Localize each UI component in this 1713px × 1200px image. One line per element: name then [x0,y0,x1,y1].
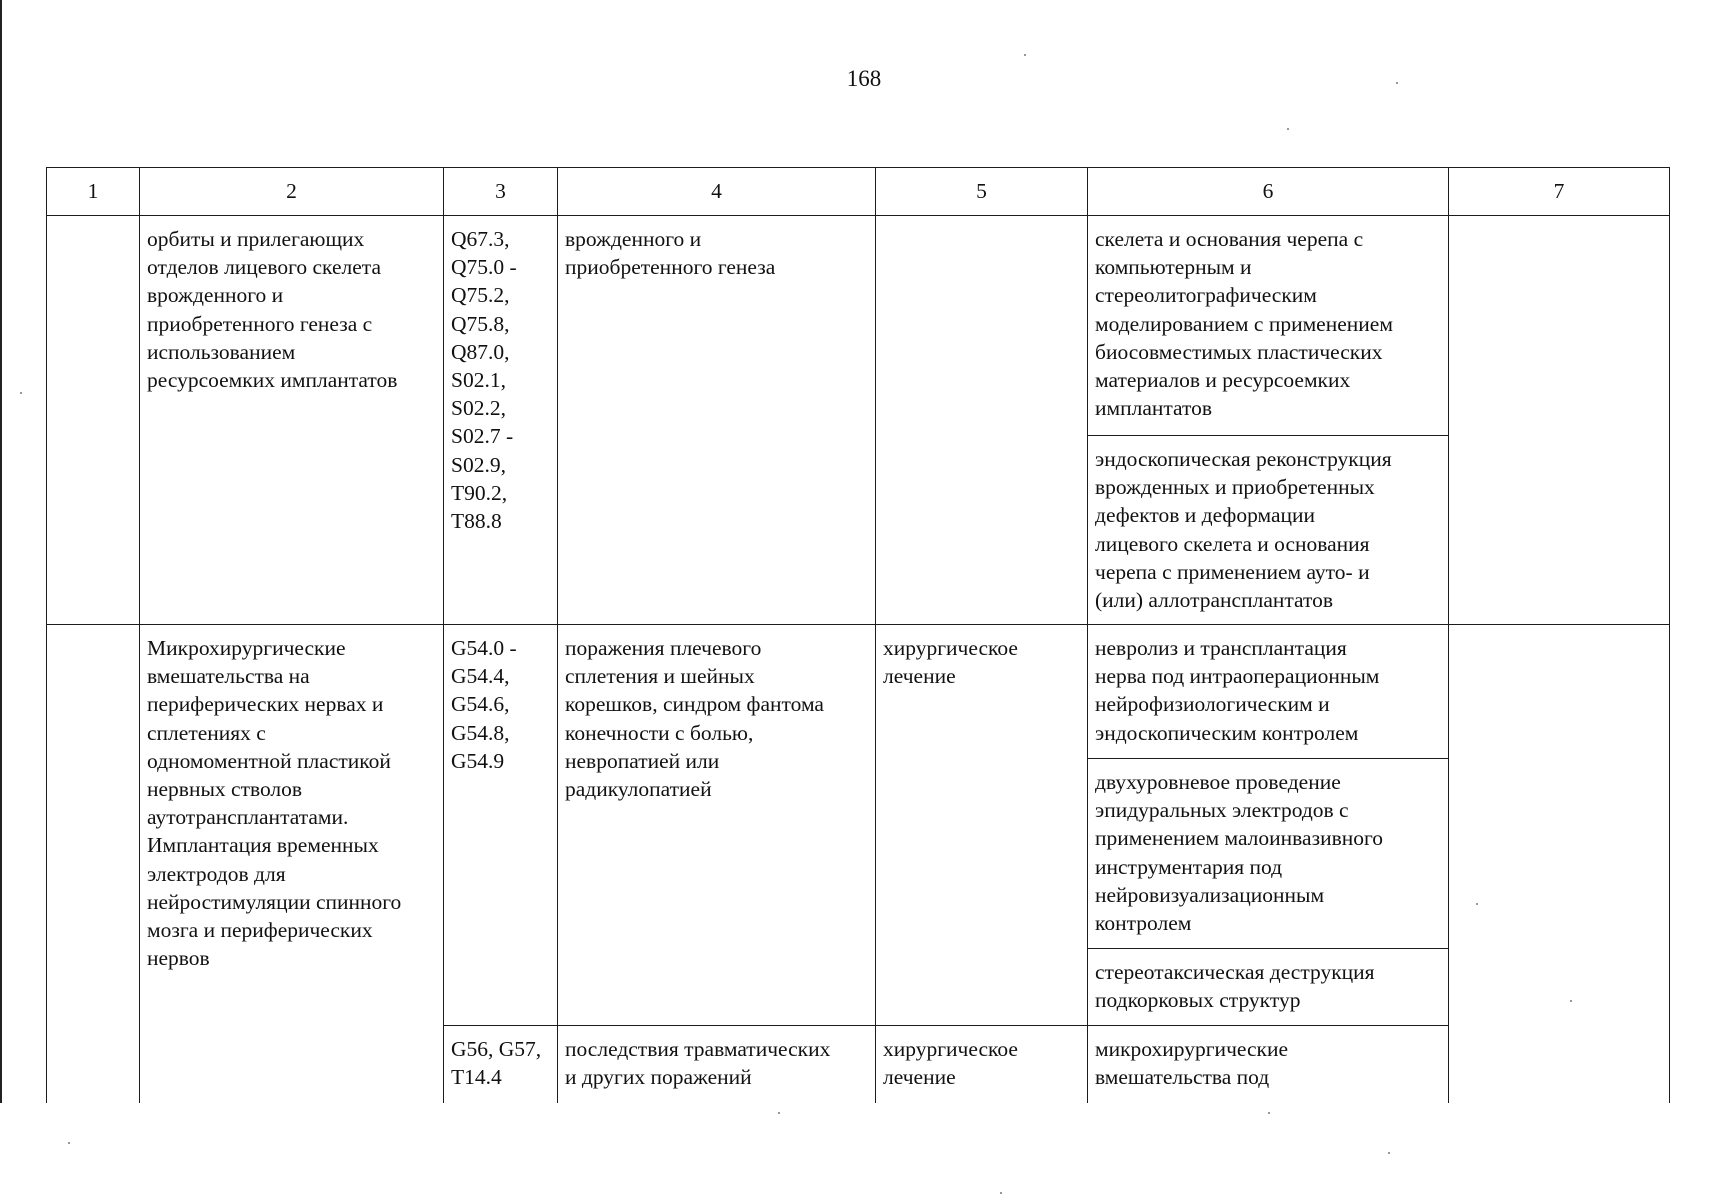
column-header-3: 3 [444,168,558,216]
scan-speck [1570,1000,1572,1002]
treatment-type-cell [876,216,1088,625]
scan-speck [1000,1192,1002,1194]
method-cell: невролиз и трансплантация нерва под интраоперационным нейрофизиологическим и эндоскопическим контролем [1088,625,1449,759]
scan-speck [1396,82,1398,84]
diagnosis-cell: последствия травматических и других поражений [558,1026,876,1104]
scan-speck [1476,903,1478,905]
icd-codes-cell: Q67.3, Q75.0 - Q75.2, Q75.8, Q87.0, S02.1, S02.2, S02.7 - S02.9, T90.2, T88.8 [444,216,558,625]
diagnosis-cell: поражения плечевого сплетения и шейных корешков, синдром фантома конечности с болью, невропатией или радикулопатией [558,625,876,1026]
scan-speck [1287,128,1289,130]
column-header-1: 1 [47,168,140,216]
scan-left-edge [0,0,2,1200]
scan-speck [1024,54,1026,56]
column-header-4: 4 [558,168,876,216]
method-cell: микрохирургические вмешательства под [1088,1026,1449,1104]
method-cell: эндоскопическая реконструкция врожденных и приобретенных дефектов и деформации лицевого скелета и основания черепа с применением ауто- и (или) аллотрансплантатов [1088,436,1449,625]
treatment-type-cell: хирургическое лечение [876,625,1088,1026]
treatment-table [46,167,1670,1104]
page-bottom-margin [0,1103,1713,1200]
table-row [47,216,1670,436]
cost-cell [1449,216,1670,625]
scan-speck [68,1142,70,1144]
column-header-6: 6 [1088,168,1449,216]
method-cell: двухуровневое проведение эпидуральных электродов с применением малоинвазивного инструментария под нейровизуализационным контролем [1088,759,1449,949]
intervention-name-cell: орбиты и прилегающих отделов лицевого скелета врожденного и приобретенного генеза с использованием ресурсоемких имплантатов [140,216,444,625]
column-header-5: 5 [876,168,1088,216]
scan-speck [1388,1152,1390,1154]
page-number: 168 [846,66,882,91]
scan-speck [20,392,22,394]
treatment-type-cell: хирургическое лечение [876,1026,1088,1104]
icd-codes-cell: G56, G57, T14.4 [444,1026,558,1104]
cost-cell [1449,625,1670,1104]
column-number-row [47,168,1670,216]
row-number-cell [47,625,140,1104]
scan-speck [778,1112,780,1114]
scan-speck [1268,1112,1270,1114]
table-row [47,625,1670,759]
diagnosis-cell: врожденного и приобретенного генеза [558,216,876,625]
intervention-name-cell: Микрохирургические вмешательства на периферических нервах и сплетениях с одномоментной пластикой нервных стволов аутотрансплантатами. Имплантация временных электродов для нейростимуляции спинного мозга и периферических нервов [140,625,444,1104]
row-number-cell [47,216,140,625]
method-cell: скелета и основания черепа с компьютерным и стереолитографическим моделированием с применением биосовместимых пластических материалов и ресурсоемких имплантатов [1088,216,1449,436]
method-cell: стереотаксическая деструкция подкорковых структур [1088,949,1449,1026]
column-header-7: 7 [1449,168,1670,216]
column-header-2: 2 [140,168,444,216]
icd-codes-cell: G54.0 - G54.4, G54.6, G54.8, G54.9 [444,625,558,1026]
